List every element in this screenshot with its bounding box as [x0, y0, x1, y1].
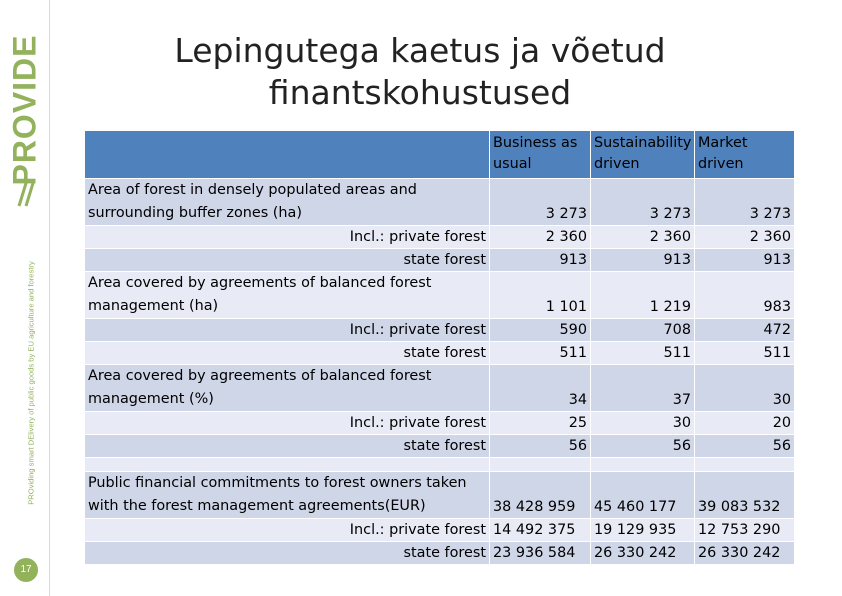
cell-bau: 14 492 375 [490, 519, 591, 542]
table-row [85, 226, 795, 249]
cell-sustainability: 1 219 [591, 272, 695, 319]
brand-slash-mark-icon [15, 178, 37, 208]
cell-sustainability: 26 330 242 [591, 542, 695, 565]
cell-bau: 56 [490, 435, 591, 458]
row-label: Incl.: private forest [85, 226, 490, 249]
cell-bau: 590 [490, 319, 591, 342]
table-row [85, 542, 795, 565]
cell-sustainability: 30 [591, 412, 695, 435]
cell-market: 2 360 [695, 226, 795, 249]
table-row [85, 519, 795, 542]
page-number-badge: 17 [14, 558, 38, 582]
header-cell-empty [85, 131, 490, 179]
row-label: Incl.: private forest [85, 519, 490, 542]
cell-sustainability: 37 [591, 365, 695, 412]
cell-sustainability: 2 360 [591, 226, 695, 249]
cell-market: 20 [695, 412, 795, 435]
row-label: Area covered by agreements of balanced forest management (%) [85, 365, 490, 412]
row-label: Area covered by agreements of balanced forest management (ha) [85, 272, 490, 319]
cell-bau: 38 428 959 [490, 472, 591, 519]
cell-bau: 1 101 [490, 272, 591, 319]
cell-bau: 511 [490, 342, 591, 365]
table-row [85, 472, 795, 519]
cell-sustainability: 19 129 935 [591, 519, 695, 542]
row-label: state forest [85, 435, 490, 458]
row-label: Area of forest in densely populated areas and surrounding buffer zones (ha) [85, 179, 490, 226]
table-row [85, 319, 795, 342]
cell-bau: 25 [490, 412, 591, 435]
table-row [85, 365, 795, 412]
table-row [85, 412, 795, 435]
cell-sustainability: 511 [591, 342, 695, 365]
row-label: Public financial commitments to forest owners taken with the forest management agreements(EUR) [85, 472, 490, 519]
header-cell-bau: Business as usual [490, 131, 591, 179]
cell-market: 3 273 [695, 179, 795, 226]
cell-sustainability: 56 [591, 435, 695, 458]
cell-market: 511 [695, 342, 795, 365]
cell-market: 983 [695, 272, 795, 319]
table-row [85, 342, 795, 365]
table-header-row [85, 131, 795, 179]
cell-bau: 2 360 [490, 226, 591, 249]
header-cell-sustainability: Sustainability driven [591, 131, 695, 179]
cell-bau: 913 [490, 249, 591, 272]
cell-market: 30 [695, 365, 795, 412]
table-row [85, 249, 795, 272]
cell-market: 39 083 532 [695, 472, 795, 519]
slide-title-line-1: Lepingutega kaetus ja võetud [174, 31, 666, 70]
data-table [84, 130, 795, 565]
cell-bau: 34 [490, 365, 591, 412]
slide-title-line-2: finantskohustused [268, 73, 572, 112]
cell-bau: 23 936 584 [490, 542, 591, 565]
cell-market: 472 [695, 319, 795, 342]
cell-market: 26 330 242 [695, 542, 795, 565]
cell-sustainability: 3 273 [591, 179, 695, 226]
table-row [85, 435, 795, 458]
sidebar [0, 0, 50, 596]
row-label: Incl.: private forest [85, 319, 490, 342]
cell-market: 12 753 290 [695, 519, 795, 542]
row-label: state forest [85, 342, 490, 365]
row-label: state forest [85, 249, 490, 272]
table-row [85, 272, 795, 319]
table-spacer-row [85, 458, 795, 472]
cell-sustainability: 45 460 177 [591, 472, 695, 519]
cell-bau: 3 273 [490, 179, 591, 226]
row-label: state forest [85, 542, 490, 565]
row-label: Incl.: private forest [85, 412, 490, 435]
table-row [85, 179, 795, 226]
brand-tagline: PROviding smart DElivery of public goods by EU agriculture and forestry [26, 261, 36, 505]
cell-market: 913 [695, 249, 795, 272]
header-cell-market: Market driven [695, 131, 795, 179]
cell-market: 56 [695, 435, 795, 458]
cell-sustainability: 913 [591, 249, 695, 272]
brand-logo-text: PROVIDE [6, 34, 43, 186]
cell-sustainability: 708 [591, 319, 695, 342]
slide-title [150, 30, 690, 114]
